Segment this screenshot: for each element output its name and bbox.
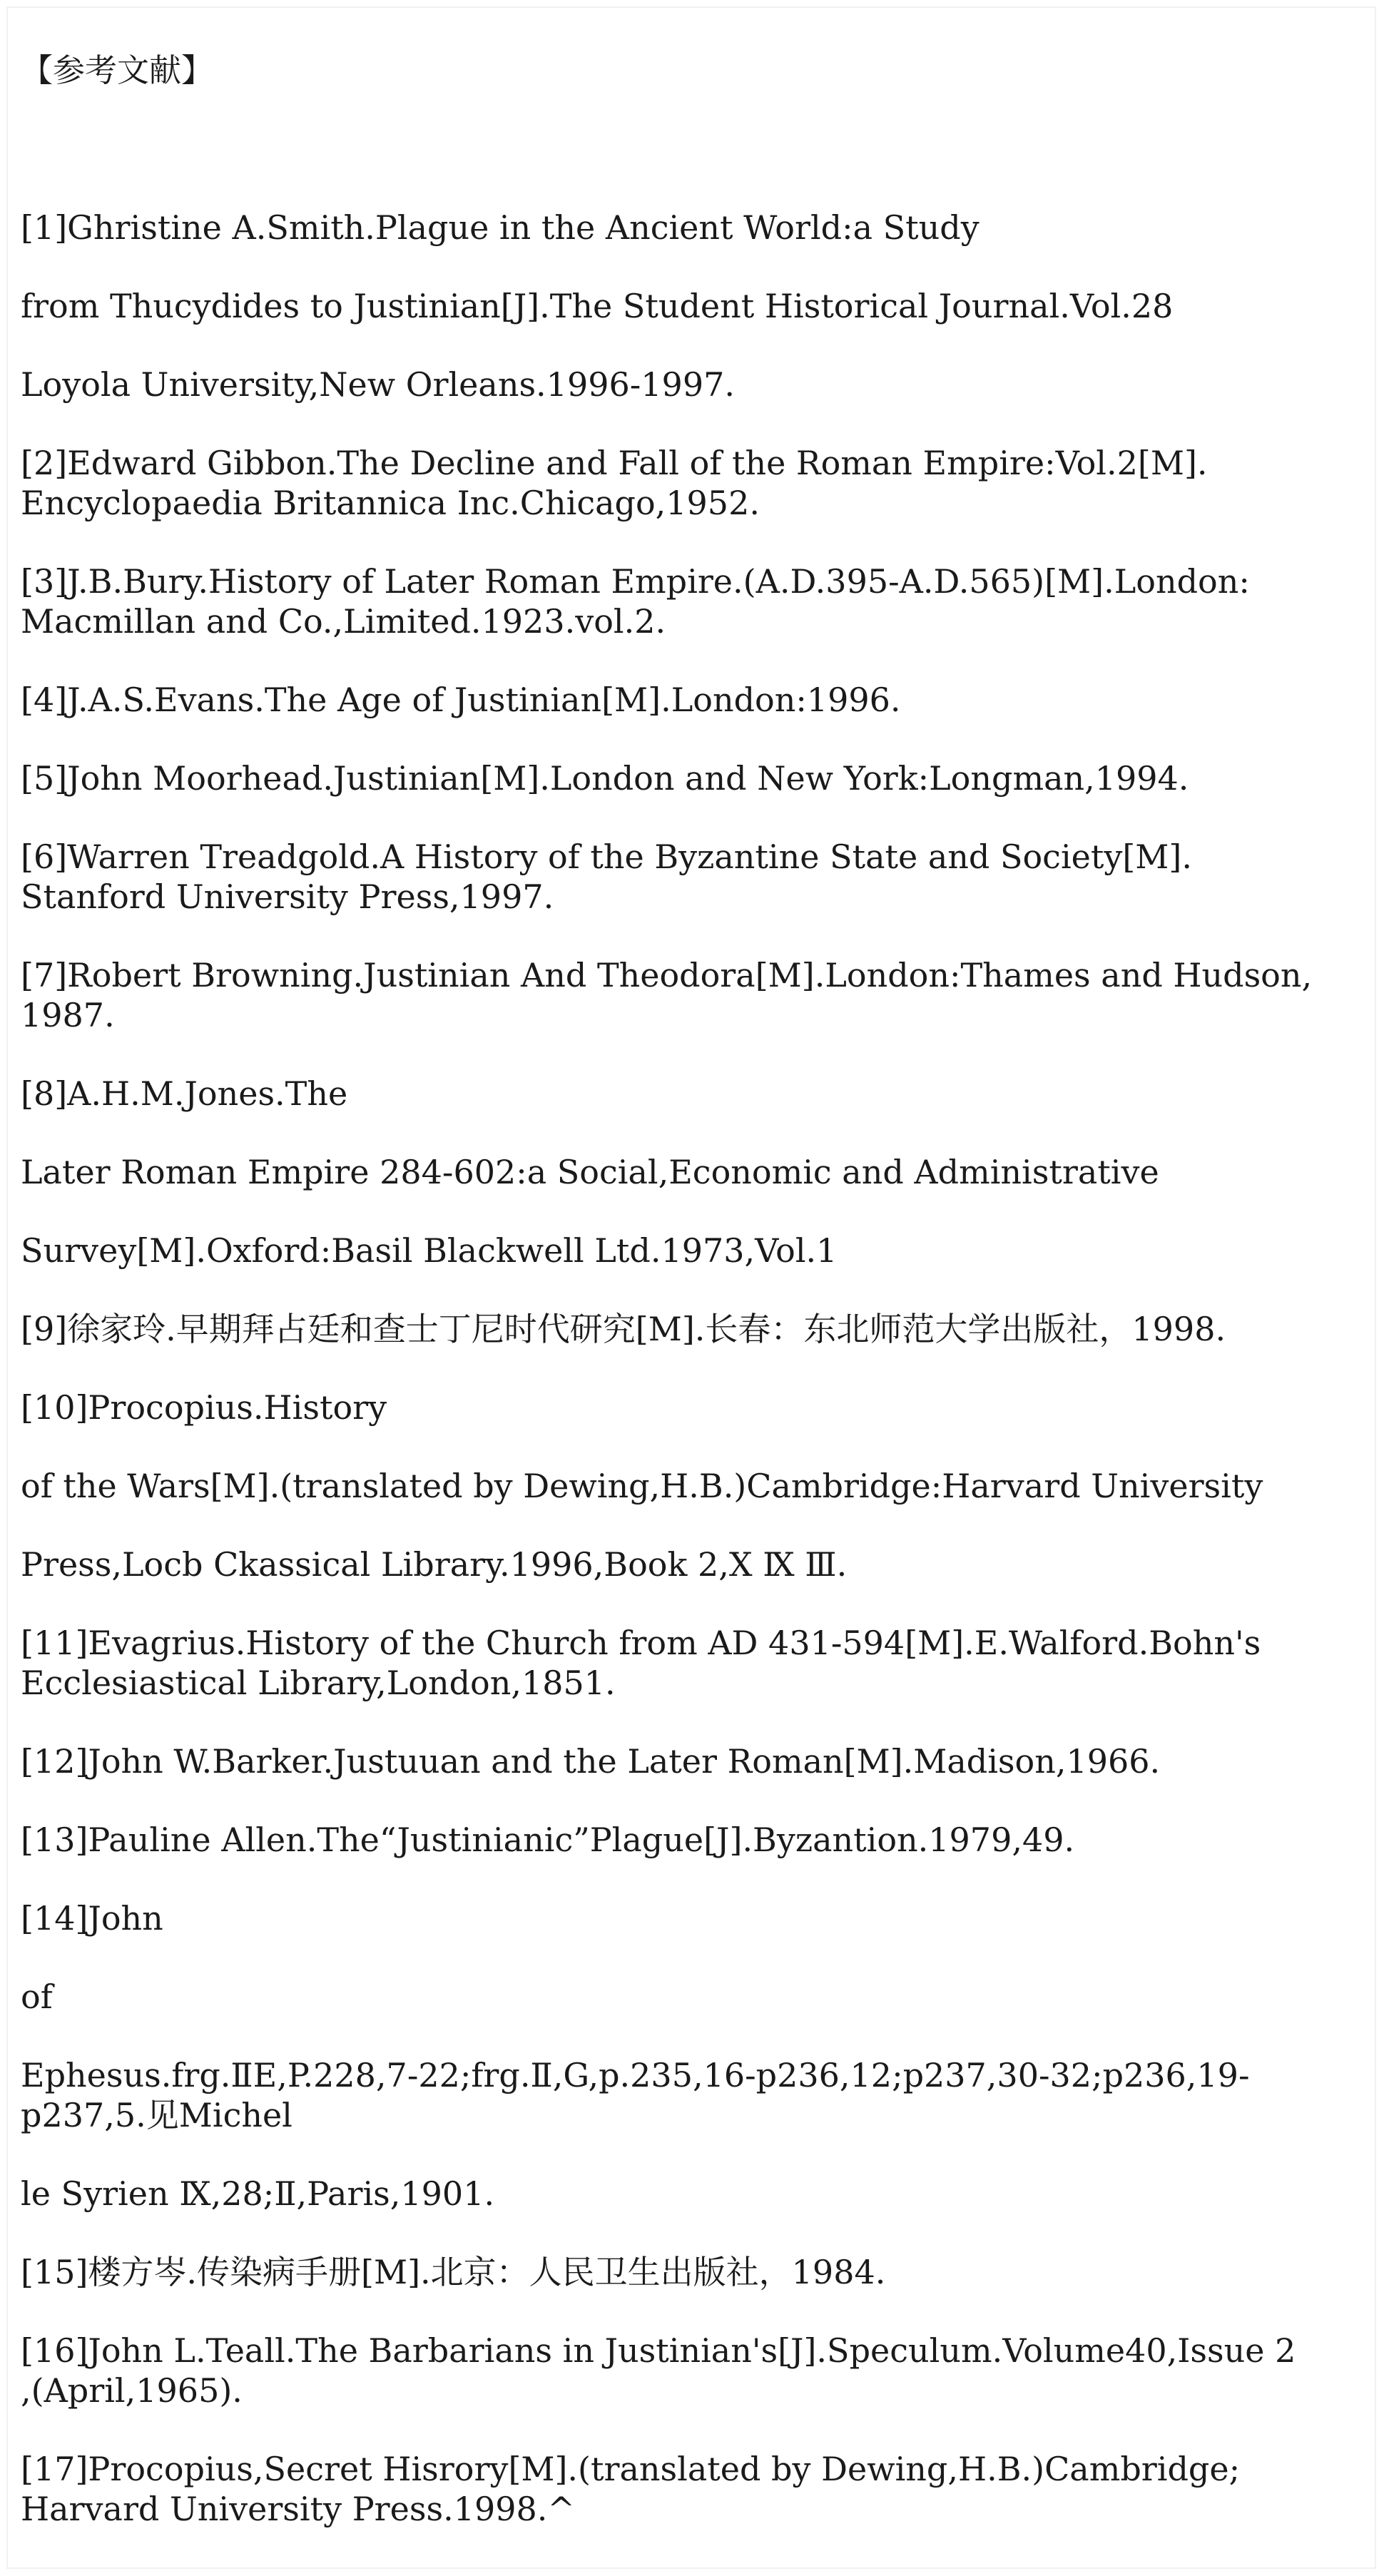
reference-paragraph: Later Roman Empire 284-602:a Social,Economic and Administrative: [21, 1153, 1159, 1191]
reference-paragraph: [14]John: [21, 1899, 163, 1938]
reference-paragraph: [5]John Moorhead.Justinian[M].London and New York:Longman,1994.: [21, 759, 1189, 798]
reference-paragraph: [11]Evagrius.History of the Church from AD 431-594[M].E.Walford.Bohn's Ecclesiastical Library,London,1851.: [21, 1624, 1261, 1702]
reference-paragraph: [17]Procopius,Secret Hisrory[M].(translated by Dewing,H.B.)Cambridge; Harvard University Press.1998.^: [21, 2450, 1241, 2528]
reference-paragraph: [1]Ghristine A.Smith.Plague in the Ancient World:a Study: [21, 208, 980, 247]
reference-paragraph: [9]徐家玲.早期拜占廷和查士丁尼时代研究[M].长春：东北师范大学出版社，1998.: [21, 1310, 1226, 1348]
reference-paragraph: [2]Edward Gibbon.The Decline and Fall of the Roman Empire:Vol.2[M]. Encyclopaedia Britannica Inc.Chicago,1952.: [21, 444, 1208, 522]
references-section: [21, 51, 1362, 2567]
reference-paragraph: [6]Warren Treadgold.A History of the Byzantine State and Society[M]. Stanford University Press,1997.: [21, 838, 1192, 916]
reference-paragraph: [13]Pauline Allen.The“Justinianic”Plague[J].Byzantion.1979,49.: [21, 1821, 1075, 1859]
reference-paragraph: [3]J.B.Bury.History of Later Roman Empire.(A.D.395-A.D.565)[M].London: Macmillan and Co.,Limited.1923.vol.2.: [21, 562, 1250, 641]
reference-paragraph: [12]John W.Barker.Justuuan and the Later Roman[M].Madison,1966.: [21, 1742, 1161, 1781]
reference-paragraph: Press,Locb Ckassical Library.1996,Book 2,X Ⅸ Ⅲ.: [21, 1545, 848, 1584]
reference-paragraph: [8]A.H.M.Jones.The: [21, 1074, 348, 1113]
document-page: [6, 6, 1376, 2569]
reference-paragraph: from Thucydides to Justinian[J].The Student Historical Journal.Vol.28: [21, 287, 1174, 325]
reference-paragraph: [4]J.A.S.Evans.The Age of Justinian[M].London:1996.: [21, 681, 901, 719]
reference-paragraph: [7]Robert Browning.Justinian And Theodora[M].London:Thames and Hudson, 1987.: [21, 956, 1313, 1034]
reference-paragraph: Survey[M].Oxford:Basil Blackwell Ltd.1973,Vol.1: [21, 1231, 838, 1270]
reference-paragraph: [16]John L.Teall.The Barbarians in Justinian's[J].Speculum.Volume40,Issue 2 ,(April,1965).: [21, 2331, 1296, 2410]
reference-paragraph: le Syrien Ⅸ,28;Ⅱ,Paris,1901.: [21, 2174, 495, 2213]
reference-paragraph: Loyola University,New Orleans.1996-1997.: [21, 365, 735, 404]
references-heading: 【参考文献】: [21, 51, 214, 89]
reference-paragraph: of the Wars[M].(translated by Dewing,H.B.)Cambridge:Harvard University: [21, 1467, 1263, 1505]
reference-paragraph: [10]Procopius.History: [21, 1388, 387, 1427]
reference-paragraph: [15]楼方岑.传染病手册[M].北京：人民卫生出版社，1984.: [21, 2253, 886, 2291]
reference-list: [21, 208, 1362, 2529]
reference-paragraph: of: [21, 1977, 53, 2016]
reference-paragraph: Ephesus.frg.ⅡE,P.228,7-22;frg.Ⅱ,G,p.235,16-p236,12;p237,30-32;p236,19- p237,5.见Michel: [21, 2056, 1250, 2134]
